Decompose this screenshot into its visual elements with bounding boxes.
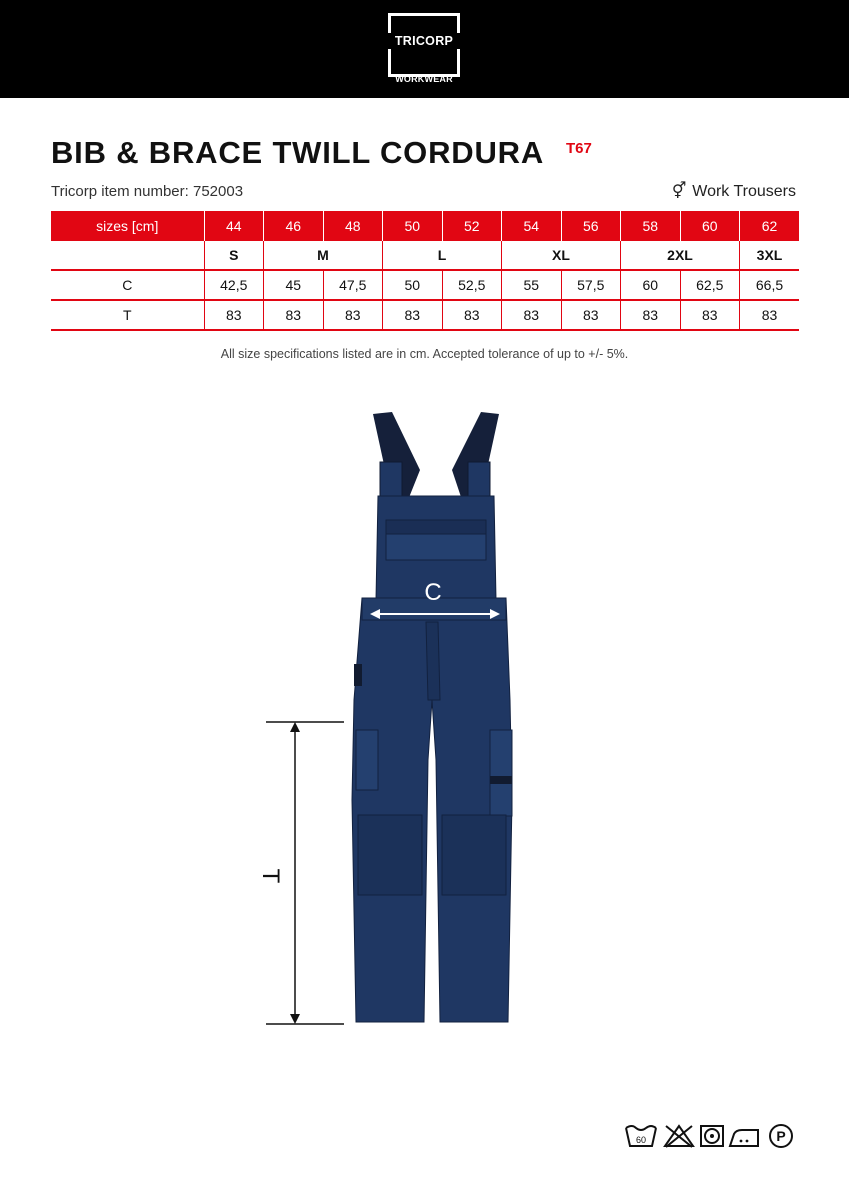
wash-60-icon xyxy=(626,1126,656,1146)
unisex-gender-icon: ⚥ xyxy=(671,183,687,200)
measure-value-cell: 47,5 xyxy=(323,270,383,300)
measure-value-cell: 62,5 xyxy=(680,270,740,300)
item-number: Tricorp item number: 752003 xyxy=(51,183,244,200)
tumble-dry-icon xyxy=(701,1126,723,1146)
knee-pad-right xyxy=(442,815,506,895)
size-header-cell: 54 xyxy=(502,211,562,241)
size-letter-cell: XL xyxy=(502,241,621,270)
size-letter-cell: S xyxy=(204,241,264,270)
tolerance-note: All size specifications listed are in cm. Accepted tolerance of up to +/- 5%. xyxy=(220,347,629,361)
strap-left xyxy=(373,412,420,500)
category-label: Work Trousers xyxy=(692,183,796,200)
measure-value-cell: 83 xyxy=(442,300,502,330)
size-header-cell: 62 xyxy=(740,211,800,241)
logo-brand-name: TRICORP xyxy=(384,33,464,49)
dry-clean-p-icon xyxy=(770,1125,792,1147)
thigh-pocket-left xyxy=(356,730,378,790)
size-letter-cell: L xyxy=(383,241,502,270)
size-letter-cell: M xyxy=(264,241,383,270)
measure-value-cell: 83 xyxy=(680,300,740,330)
measure-label-c-diagram: C xyxy=(424,579,442,606)
strap-right xyxy=(452,412,499,500)
dry-clean-letter: P xyxy=(776,1128,786,1144)
measure-value-cell: 83 xyxy=(204,300,264,330)
measure-value-cell: 83 xyxy=(740,300,800,330)
size-header-cell: 44 xyxy=(204,211,264,241)
size-header-cell: 58 xyxy=(621,211,681,241)
no-bleach-icon xyxy=(665,1126,693,1147)
measure-label-t: T xyxy=(51,300,204,330)
measure-value-cell: 83 xyxy=(502,300,562,330)
size-header-cell: 52 xyxy=(442,211,502,241)
size-letter-cell: 3XL xyxy=(740,241,800,270)
size-header-label: sizes [cm] xyxy=(51,211,204,241)
size-header-cell: 60 xyxy=(680,211,740,241)
measure-value-cell: 55 xyxy=(502,270,562,300)
wash-temp-label: 60 xyxy=(635,1135,647,1145)
measure-value-cell: 57,5 xyxy=(561,270,621,300)
measure-value-cell: 83 xyxy=(323,300,383,330)
measure-value-cell: 50 xyxy=(383,270,443,300)
logo-brand-sub: WORKWEAR xyxy=(395,74,453,84)
measure-value-cell: 66,5 xyxy=(740,270,800,300)
measure-label-t-diagram: T xyxy=(257,868,284,884)
measure-value-cell: 52,5 xyxy=(442,270,502,300)
measure-value-cell: 42,5 xyxy=(204,270,264,300)
measure-value-cell: 60 xyxy=(621,270,681,300)
measure-value-cell: 83 xyxy=(621,300,681,330)
size-header-cell: 50 xyxy=(383,211,443,241)
bib-pocket-flap xyxy=(386,520,486,534)
measure-value-cell: 83 xyxy=(383,300,443,330)
size-letter-cell: 2XL xyxy=(621,241,740,270)
knee-pad-left xyxy=(358,815,422,895)
side-strap-right xyxy=(490,776,512,784)
iron-medium-icon xyxy=(730,1130,758,1146)
garment-fly xyxy=(426,622,440,700)
measure-value-cell: 83 xyxy=(264,300,324,330)
size-header-cell: 48 xyxy=(323,211,383,241)
product-title: BIB & BRACE TWILL CORDURA xyxy=(51,135,545,170)
size-header-cell: 46 xyxy=(264,211,324,241)
care-icons xyxy=(624,1122,800,1150)
thigh-pocket-right xyxy=(490,730,512,816)
product-code: T67 xyxy=(566,140,592,157)
size-header-cell: 56 xyxy=(561,211,621,241)
side-loop-left xyxy=(354,664,362,686)
measure-label-c: C xyxy=(51,270,204,300)
measure-value-cell: 83 xyxy=(561,300,621,330)
measure-value-cell: 45 xyxy=(264,270,324,300)
